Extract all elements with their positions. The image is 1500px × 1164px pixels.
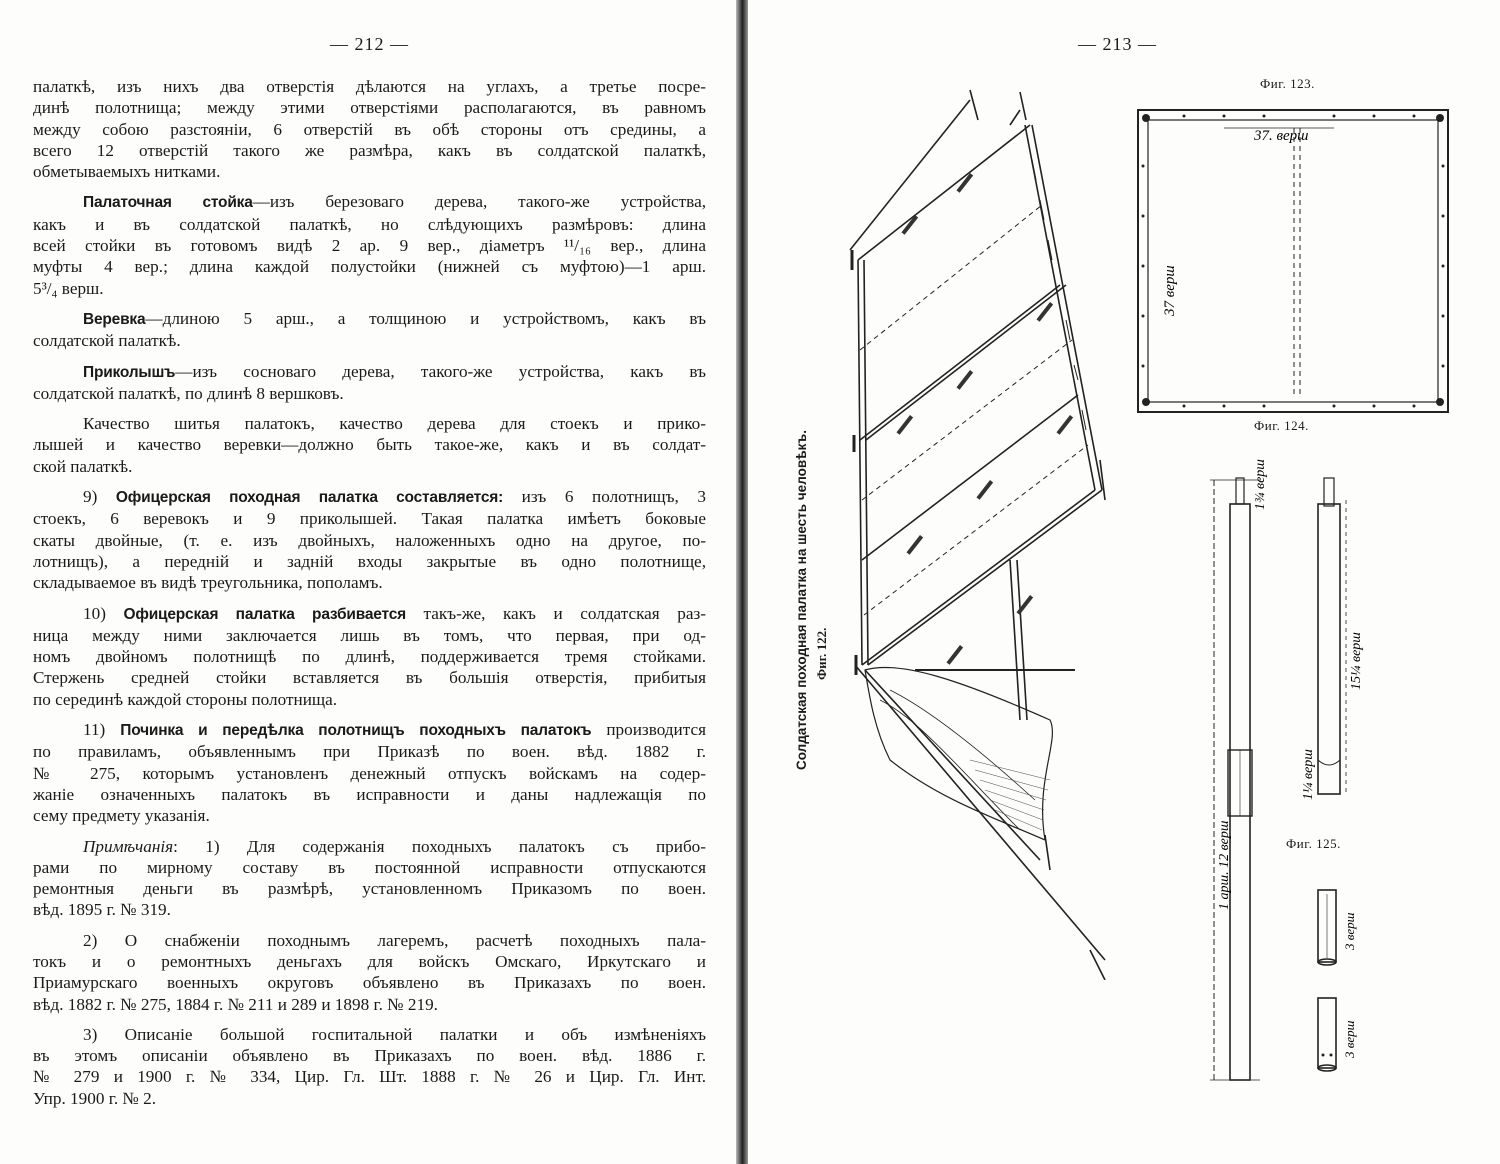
line-text: всей стойки въ готовомъ видѣ 2 ар. 9 вер., діаметръ ¹¹/₁₆ вер., длина	[33, 236, 706, 256]
text-line	[33, 1066, 706, 1087]
text-line	[33, 256, 706, 277]
paragraph-number: 9)	[83, 487, 98, 507]
fig-124-muff-dim: 1¼ верш	[1301, 749, 1316, 800]
line-text: палаткѣ, изъ нихъ два отверстія дѣлаются на углахъ, а третье посре-	[33, 77, 706, 96]
line-text: складываемое въ видѣ треугольника, пополамъ.	[33, 573, 383, 593]
text-line	[33, 361, 706, 383]
tent-caption: Солдатская походная палатка на шесть человѣкъ.	[794, 430, 809, 770]
text-line	[33, 97, 706, 118]
line-text: въ этомъ описаніи объявлено въ Приказахъ по воен. вѣд. 1886 г.	[33, 1046, 706, 1066]
text-line	[33, 741, 706, 762]
page-number-left: — 212 —	[330, 34, 409, 54]
line-text: по серединѣ каждой стороны полотнища.	[33, 689, 338, 709]
line-text: ница между ними заключается лишь въ томъ, что первая, при од-	[33, 625, 706, 645]
paragraph-8	[33, 719, 706, 826]
line-text: Приамурскаго военныхъ округовъ объявлено въ Приказахъ по воен.	[33, 973, 706, 993]
text-line	[33, 161, 706, 182]
text-line	[33, 994, 706, 1015]
paragraph-heading: Веревка	[83, 310, 146, 328]
line-text: по правиламъ, объявленнымъ при Приказѣ по воен. вѣд. 1882 г.	[33, 742, 706, 762]
text-line	[33, 784, 706, 805]
fig-124-half-pole-drawing	[1286, 470, 1366, 810]
text-line	[33, 572, 706, 593]
text-line	[33, 278, 706, 299]
line-text: Качество шитья палатокъ, качество дерева для стоекъ и прико-	[83, 414, 706, 434]
text-line	[33, 486, 706, 508]
line-text: между собою разстояніи, 6 отверстій въ обѣ стороны отъ средины, а	[33, 119, 706, 139]
paragraph-heading: Приколышъ	[83, 363, 176, 381]
line-text: вѣд. 1895 г. № 319.	[33, 900, 171, 920]
text-line	[33, 1045, 706, 1066]
paragraph-10	[33, 930, 706, 1015]
fig-123-panel-drawing	[1134, 106, 1454, 418]
fig-124-top-dim: 1¾ верш	[1253, 459, 1268, 510]
paragraph-heading: Починка и передѣлка полотнищъ походныхъ палатокъ	[120, 722, 592, 740]
text-line	[33, 930, 706, 951]
line-text: 3) Описаніе большой госпитальной палатки и объ измѣненіяхъ	[83, 1024, 706, 1044]
text-line	[33, 456, 706, 477]
text-line	[33, 1088, 706, 1109]
line-text: № 275, которымъ установленъ денежный отпускъ войскамъ на содер-	[33, 763, 706, 783]
line-text: жаніе означенныхъ палатокъ въ исправности и даны надлежащія по	[33, 784, 706, 804]
fig-122-label: Фиг. 122.	[814, 627, 829, 680]
paragraph-9	[33, 836, 706, 921]
fig-123-width-dim: 37. верш	[1254, 128, 1309, 144]
text-line	[33, 235, 706, 256]
left-page-text	[33, 76, 706, 1118]
text-line	[33, 383, 706, 404]
text-line	[33, 191, 706, 213]
paragraph-1	[33, 76, 706, 182]
line-text: —изъ березоваго дерева, такого-же устройства,	[252, 192, 706, 212]
line-text: муфты 4 вер.; длина каждой полустойки (нижней съ муфтою)—1 арш.	[33, 257, 706, 277]
text-line	[33, 899, 706, 920]
text-line	[33, 76, 706, 97]
text-line	[33, 551, 706, 572]
line-text: Упр. 1900 г. № 2.	[33, 1088, 157, 1108]
paragraph-6	[33, 486, 706, 593]
line-text: 5³/₄ верш.	[33, 278, 104, 298]
text-line	[33, 214, 706, 235]
line-text: Стержень средней стойки вставляется въ большія отверстія, прибитыя	[33, 668, 706, 688]
line-text: 2) О снабженіи походнымъ лагеремъ, расчетѣ походныхъ пала-	[83, 930, 706, 950]
line-text: вѣд. 1882 г. № 275, 1884 г. № 211 и 289 и 1898 г. № 219.	[33, 994, 438, 1014]
line-text: : 1) Для содержанія походныхъ палатокъ съ прибо-	[173, 836, 706, 856]
paragraph-2	[33, 191, 706, 298]
fig-125-label: Фиг. 125.	[1286, 836, 1341, 851]
line-text: ремонтныя деньги въ размѣрѣ, установленномъ Приказомъ по воен.	[33, 879, 706, 899]
text-line	[33, 951, 706, 972]
fig-125-peg-b-dim: 3 верш	[1342, 1020, 1357, 1058]
text-line	[33, 119, 706, 140]
paragraph-3	[33, 308, 706, 352]
text-line	[33, 603, 706, 625]
line-text: ской палаткѣ.	[33, 456, 133, 476]
text-line	[33, 330, 706, 351]
text-line	[33, 667, 706, 688]
line-text: какъ и въ солдатской палаткѣ, но слѣдующихъ размѣровъ: длина	[33, 214, 706, 234]
line-text: такъ-же, какъ и солдатская раз-	[405, 603, 706, 623]
note-heading: Примѣчанія	[83, 836, 174, 856]
line-text: лотнищъ), а передній и задній входы закрытые въ одно полотнище,	[33, 551, 706, 571]
line-text: сему предмету указанія.	[33, 806, 210, 826]
line-text: обметываемыхъ нитками.	[33, 162, 221, 182]
line-text: динѣ полотнища; между этими отверстіями располагаются, въ равномъ	[33, 98, 706, 118]
line-text: скаты двойные, (т. е. изъ двойныхъ, наложенныхъ одно на другое, по-	[33, 530, 706, 550]
line-text: номъ двойномъ полотнищѣ по длинѣ, поддерживается тремя стойками.	[33, 647, 706, 667]
text-line	[33, 308, 706, 330]
fig-124-label: Фиг. 124.	[1254, 418, 1309, 433]
fig-124-half-length-dim: 15¼ верш	[1349, 632, 1364, 690]
line-text: стоекъ, 6 веревокъ и 9 приколышей. Такая палатка имѣетъ боковые	[33, 509, 706, 529]
book-gutter	[736, 0, 748, 1164]
fig-125-pegs-drawing	[1304, 880, 1364, 1080]
line-text: производится	[591, 720, 706, 740]
fig-122-tent-drawing	[820, 80, 1140, 980]
line-text: всего 12 отверстій такого же размѣра, какъ въ солдатской палаткѣ,	[33, 140, 706, 160]
text-line	[33, 719, 706, 741]
fig-124-length-dim: 1 арш. 12 верш	[1217, 820, 1232, 910]
paragraph-number: 10)	[83, 603, 106, 623]
fig-123-label: Фиг. 123.	[1260, 76, 1315, 91]
page-number-right: — 213 —	[1078, 34, 1157, 54]
paragraph-4	[33, 361, 706, 405]
paragraph-7	[33, 603, 706, 710]
text-line	[33, 508, 706, 529]
text-line	[33, 805, 706, 826]
text-line	[33, 763, 706, 784]
text-line	[33, 140, 706, 161]
paragraph-11	[33, 1024, 706, 1109]
text-line	[33, 646, 706, 667]
line-text: лышей и качество веревки—должно быть такое-же, какъ и въ солдат-	[33, 435, 706, 455]
line-text: токъ и о ремонтныхъ деньгахъ для войскъ Омскаго, Иркутскаго и	[33, 951, 706, 971]
line-text: № 279 и 1900 г. № 334, Цир. Гл. Шт. 1888 г. № 26 и Цир. Гл. Инт.	[33, 1067, 706, 1087]
line-text: —изъ сосноваго дерева, такого-же устройства, какъ въ	[175, 361, 706, 381]
text-line	[33, 413, 706, 434]
left-page	[0, 0, 738, 1164]
text-line	[33, 972, 706, 993]
text-line	[33, 1024, 706, 1045]
line-text: солдатской палаткѣ, по длинѣ 8 вершковъ.	[33, 383, 344, 403]
paragraph-heading: Офицерская походная палатка составляется:	[115, 489, 504, 507]
text-line	[33, 836, 706, 857]
fig-123-height-dim: 37 верш	[1162, 265, 1178, 316]
line-text: изъ 6 полотнищъ, 3	[503, 487, 706, 507]
text-line	[33, 857, 706, 878]
text-line	[33, 530, 706, 551]
text-line	[33, 434, 706, 455]
paragraph-heading: Офицерская палатка разбивается	[123, 605, 406, 623]
line-text: —длиною 5 арш., а толщиною и устройствомъ, какъ въ	[145, 308, 706, 328]
fig-124-pole-drawing	[1200, 450, 1280, 1090]
text-line	[33, 625, 706, 646]
text-line	[33, 878, 706, 899]
paragraph-number: 11)	[83, 720, 106, 740]
fig-125-peg-a-dim: 3 верш	[1342, 912, 1357, 950]
paragraph-heading: Палаточная стойка	[83, 194, 253, 212]
line-text: солдатской палаткѣ.	[33, 331, 181, 351]
text-line	[33, 689, 706, 710]
paragraph-5	[33, 413, 706, 477]
line-text: рами по мирному составу въ постоянной исправности отпускаются	[33, 857, 706, 877]
